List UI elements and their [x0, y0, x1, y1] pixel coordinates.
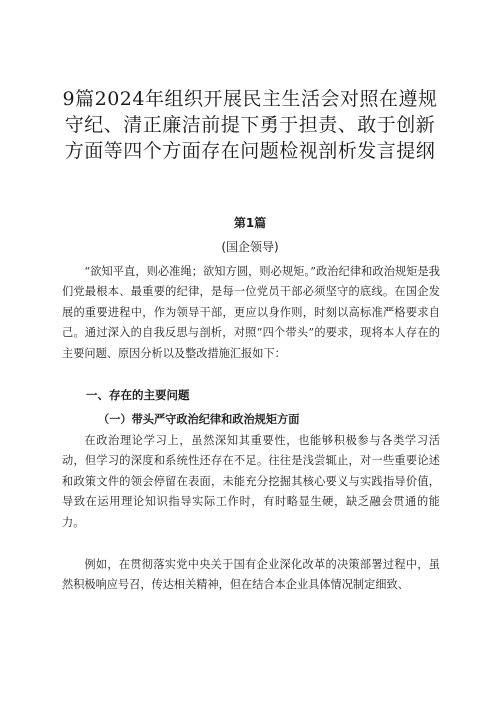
intro-paragraph: “欲知平直，则必准绳；欲知方圆，则必规矩。”政治纪律和政治规矩是我们党最根本、最重要的纪律，是每一位党员干部必须坚守的底线。在国企发展的重要进程中，作为领导干部，更应以身作则，时刻以高标准严格要求自己。通过深入的自我反思与剖析，对照“四个带头”的要求，现将本人存在的主要问题、原因分析以及整改措施汇报如下：	[62, 265, 440, 360]
piece-number: 第1篇	[233, 216, 267, 230]
section-heading: 一、存在的主要问题	[86, 388, 190, 402]
subsection-heading: （一）带头严守政治纪律和政治规矩方面	[98, 412, 300, 426]
document-subtitle: (国企领导)	[221, 240, 279, 254]
body-paragraph: 在政治理论学习上，虽然深知其重要性，也能够积极参与各类学习活动，但学习的深度和系统性还存在不足。往往是浅尝辄止，对一些重要论述和政策文件的领会停留在表面，未能充分挖掘其核心要义与实践指导价值，导致在运用理论知识指导实际工作时，有时略显生硬，缺乏融会贯通的能力。	[62, 434, 440, 529]
document-title: 9篇2024年组织开展民主生活会对照在遵规守纪、清正廉洁前提下勇于担责、敢于创新方面等四个方面存在问题检视剖析发言提纲	[62, 88, 438, 162]
body-paragraph: 例如，在贯彻落实党中央关于国有企业深化改革的决策部署过程中，虽然积极响应号召，传达相关精神，但在结合本企业具体情况制定细致、	[62, 558, 440, 592]
